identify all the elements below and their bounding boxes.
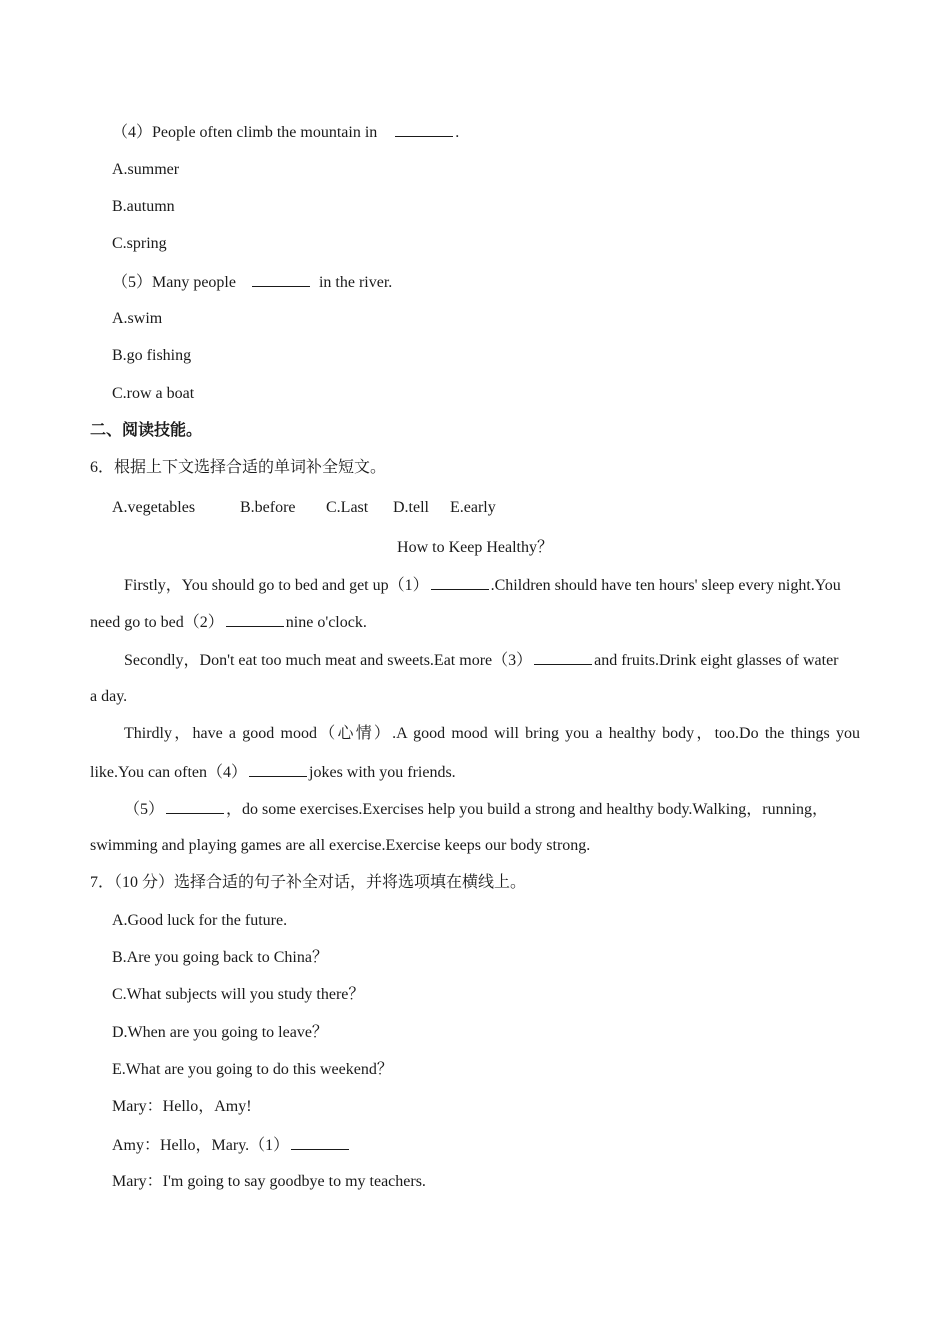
passage-line: swimming and playing games are all exercise.Exercise keeps our body strong.: [90, 837, 591, 854]
passage-text: and fruits.Drink eight glasses of water: [594, 652, 839, 669]
passage-text: Firstly，You should go to bed and get up（1）: [124, 577, 429, 594]
passage-text: （5）: [124, 801, 165, 818]
passage-text: like.You can often（4）: [90, 764, 248, 781]
answer-blank: [249, 762, 307, 777]
question-4-text: （4）People often climb the mountain in: [112, 124, 378, 141]
passage-line: [90, 762, 456, 783]
dialog-line: [112, 1135, 351, 1156]
section-heading: 二、阅读技能。: [90, 422, 203, 439]
option-b: B.autumn: [112, 198, 175, 215]
question-5-suffix: in the river.: [318, 274, 393, 291]
answer-blank: [252, 272, 310, 287]
passage-line: [124, 575, 841, 596]
question-5-text: （5）Many people: [112, 274, 236, 291]
passage-text: jokes with you friends.: [309, 764, 456, 781]
passage-text: need go to bed（2）: [90, 614, 224, 631]
passage-line: [124, 650, 839, 671]
option-a: A.Good luck for the future.: [112, 912, 288, 929]
question-4: [112, 122, 459, 143]
answer-blank: [291, 1135, 349, 1150]
dialog-text: Amy：Hello，Mary.（1）: [112, 1137, 290, 1154]
answer-blank: [534, 650, 592, 665]
passage-line: [124, 799, 828, 820]
answer-blank: [166, 799, 224, 814]
passage-text: .Children should have ten hours' sleep every night.You: [490, 577, 841, 594]
word-bank-item: D.tell: [393, 499, 429, 516]
word-bank-item: E.early: [450, 499, 496, 516]
passage-line: a day.: [90, 688, 128, 705]
passage-text: nine o'clock.: [285, 614, 367, 631]
dialog-line: Mary：Hello，Amy!: [112, 1098, 252, 1115]
option-d: D.When are you going to leave？: [112, 1024, 328, 1041]
option-b: B.go fishing: [112, 347, 192, 364]
option-c: C.row a boat: [112, 385, 195, 402]
answer-blank: [395, 122, 453, 137]
dialog-line: Mary：I'm going to say goodbye to my teachers.: [112, 1173, 426, 1190]
option-c: C.spring: [112, 235, 167, 252]
passage-line: Thirdly，have a good mood（心情）.A good mood will bring you a healthy body，too.Do the things you: [124, 725, 860, 742]
option-e: E.What are you going to do this weekend？: [112, 1061, 393, 1078]
option-c: C.What subjects will you study there？: [112, 986, 365, 1003]
question-5: [112, 272, 392, 293]
option-b: B.Are you going back to China？: [112, 949, 328, 966]
passage-text: Secondly，Don't eat too much meat and sweets.Eat more（3）: [124, 652, 533, 669]
answer-blank: [226, 612, 284, 627]
passage-line: [90, 612, 367, 633]
option-a: A.swim: [112, 310, 163, 327]
word-bank: [112, 498, 496, 518]
question-4-suffix: .: [455, 124, 460, 141]
passage-text: ，do some exercises.Exercises help you build a strong and healthy body.Walking，running，: [226, 801, 829, 818]
question-6-stem: 6．根据上下文选择合适的单词补全短文。: [90, 459, 387, 476]
question-7-stem: 7．（10 分）选择合适的句子补全对话，并将选项填在横线上。: [90, 874, 527, 891]
word-bank-item: A.vegetables: [112, 499, 196, 516]
passage-title: How to Keep Healthy？: [397, 539, 553, 556]
option-a: A.summer: [112, 161, 180, 178]
answer-blank: [431, 575, 489, 590]
word-bank-item: C.Last: [326, 499, 369, 516]
word-bank-item: B.before: [240, 499, 296, 516]
